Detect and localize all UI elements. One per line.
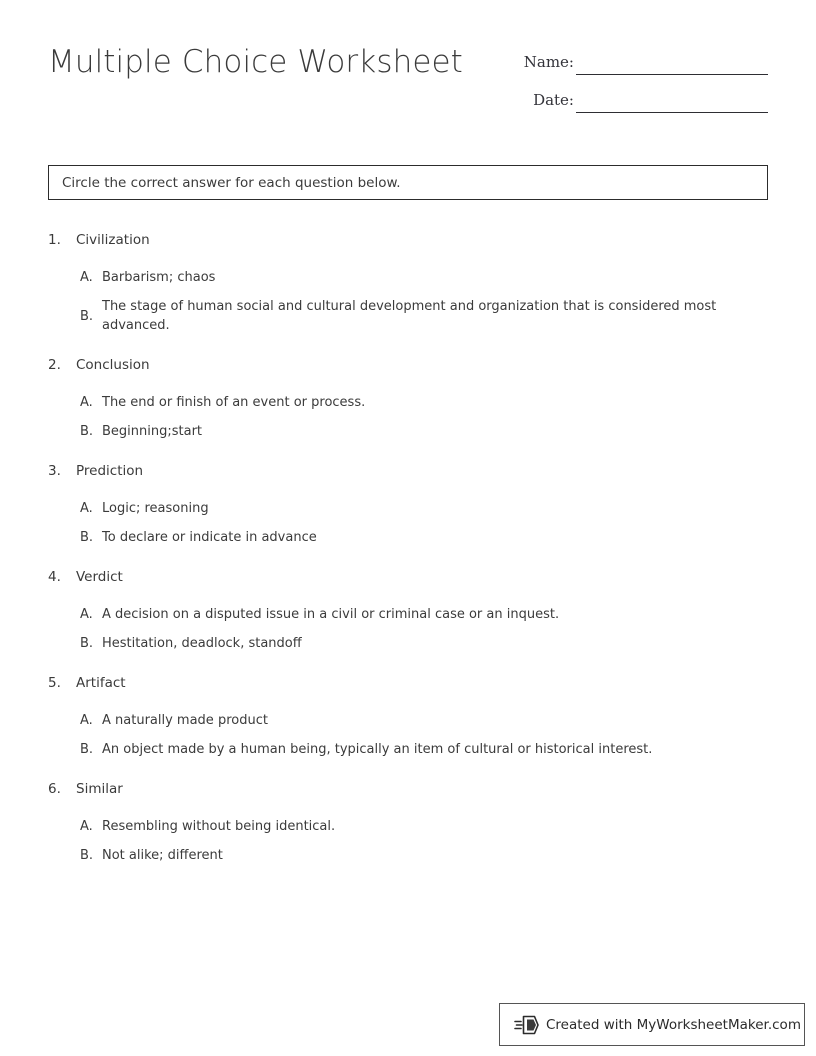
answer-option[interactable]	[80, 711, 768, 730]
answer-option-text: The end or finish of an event or process.	[102, 395, 366, 410]
answer-option-letter: B.	[80, 848, 94, 863]
question-number: 1.	[48, 232, 61, 248]
question-item	[48, 779, 768, 865]
question-item	[48, 355, 768, 441]
question-number: 2.	[48, 357, 61, 373]
name-date-block	[512, 47, 768, 123]
answer-option[interactable]	[80, 268, 768, 287]
answer-option[interactable]	[80, 528, 768, 547]
answer-option[interactable]	[80, 297, 768, 335]
question-number: 3.	[48, 463, 61, 479]
answer-option-list	[48, 711, 768, 759]
date-field-row	[512, 85, 768, 123]
answer-option-letter: A.	[80, 395, 93, 410]
question-item	[48, 461, 768, 547]
question-heading	[48, 673, 768, 693]
question-prompt: Civilization	[76, 232, 150, 248]
worksheet-header	[48, 42, 768, 122]
answer-option[interactable]	[80, 634, 768, 653]
question-item	[48, 567, 768, 653]
question-heading	[48, 779, 768, 799]
answer-option-letter: B.	[80, 636, 94, 651]
answer-option-list	[48, 499, 768, 547]
question-prompt: Artifact	[76, 675, 126, 691]
answer-option[interactable]	[80, 817, 768, 836]
answer-option-text: A naturally made product	[102, 713, 268, 728]
question-item	[48, 230, 768, 335]
answer-option-letter: A.	[80, 501, 93, 516]
answer-option-text: Barbarism; chaos	[102, 270, 216, 285]
answer-option-list	[48, 605, 768, 653]
answer-option-text: An object made by a human being, typically an item of cultural or historical interest.	[102, 742, 653, 757]
question-heading	[48, 567, 768, 587]
answer-option-list	[48, 268, 768, 335]
footer-badge[interactable]	[499, 1003, 805, 1046]
question-number: 6.	[48, 781, 61, 797]
directions-box	[48, 165, 768, 200]
question-number: 4.	[48, 569, 61, 585]
answer-option[interactable]	[80, 740, 768, 759]
answer-option[interactable]	[80, 846, 768, 865]
question-list	[48, 230, 768, 885]
question-number: 5.	[48, 675, 61, 691]
answer-option[interactable]	[80, 422, 768, 441]
answer-option-letter: A.	[80, 819, 93, 834]
answer-option[interactable]	[80, 499, 768, 518]
answer-option-text: A decision on a disputed issue in a civil or criminal case or an inquest.	[102, 607, 560, 622]
answer-option-letter: A.	[80, 607, 93, 622]
answer-option-text: Logic; reasoning	[102, 501, 209, 516]
answer-option-letter: B.	[80, 424, 94, 439]
question-heading	[48, 355, 768, 375]
answer-option-letter: A.	[80, 713, 93, 728]
answer-option-letter: A.	[80, 270, 93, 285]
answer-option-text: Hestitation, deadlock, standoff	[102, 636, 302, 651]
answer-option-text: Resembling without being identical.	[102, 819, 336, 834]
question-heading	[48, 230, 768, 250]
answer-option-text: Not alike; different	[102, 848, 223, 863]
date-label: Date:	[533, 91, 574, 109]
question-prompt: Verdict	[76, 569, 123, 585]
answer-option[interactable]	[80, 605, 768, 624]
footer-badge-text: Created with MyWorksheetMaker.com	[546, 1016, 801, 1033]
answer-option-text: Beginning;start	[102, 424, 203, 439]
question-item	[48, 673, 768, 759]
question-heading	[48, 461, 768, 481]
answer-option-list	[48, 393, 768, 441]
question-prompt: Prediction	[76, 463, 144, 479]
answer-option-text: The stage of human social and cultural development and organization that is considered most advanced.	[102, 299, 717, 333]
name-field-row	[512, 47, 768, 85]
answer-option-letter: B.	[80, 742, 94, 757]
answer-option[interactable]	[80, 393, 768, 412]
answer-option-list	[48, 817, 768, 865]
myworksheetmaker-logo-icon	[514, 1013, 540, 1037]
answer-option-text: To declare or indicate in advance	[102, 530, 317, 545]
question-prompt: Conclusion	[76, 357, 150, 373]
answer-option-letter: B.	[80, 308, 94, 324]
name-input-line[interactable]	[576, 74, 768, 75]
page-title: Multiple Choice Worksheet	[48, 44, 463, 80]
directions-text: Circle the correct answer for each question below.	[62, 174, 401, 191]
question-prompt: Similar	[76, 781, 123, 797]
answer-option-letter: B.	[80, 530, 94, 545]
date-input-line[interactable]	[576, 112, 768, 113]
name-label: Name:	[523, 53, 574, 71]
